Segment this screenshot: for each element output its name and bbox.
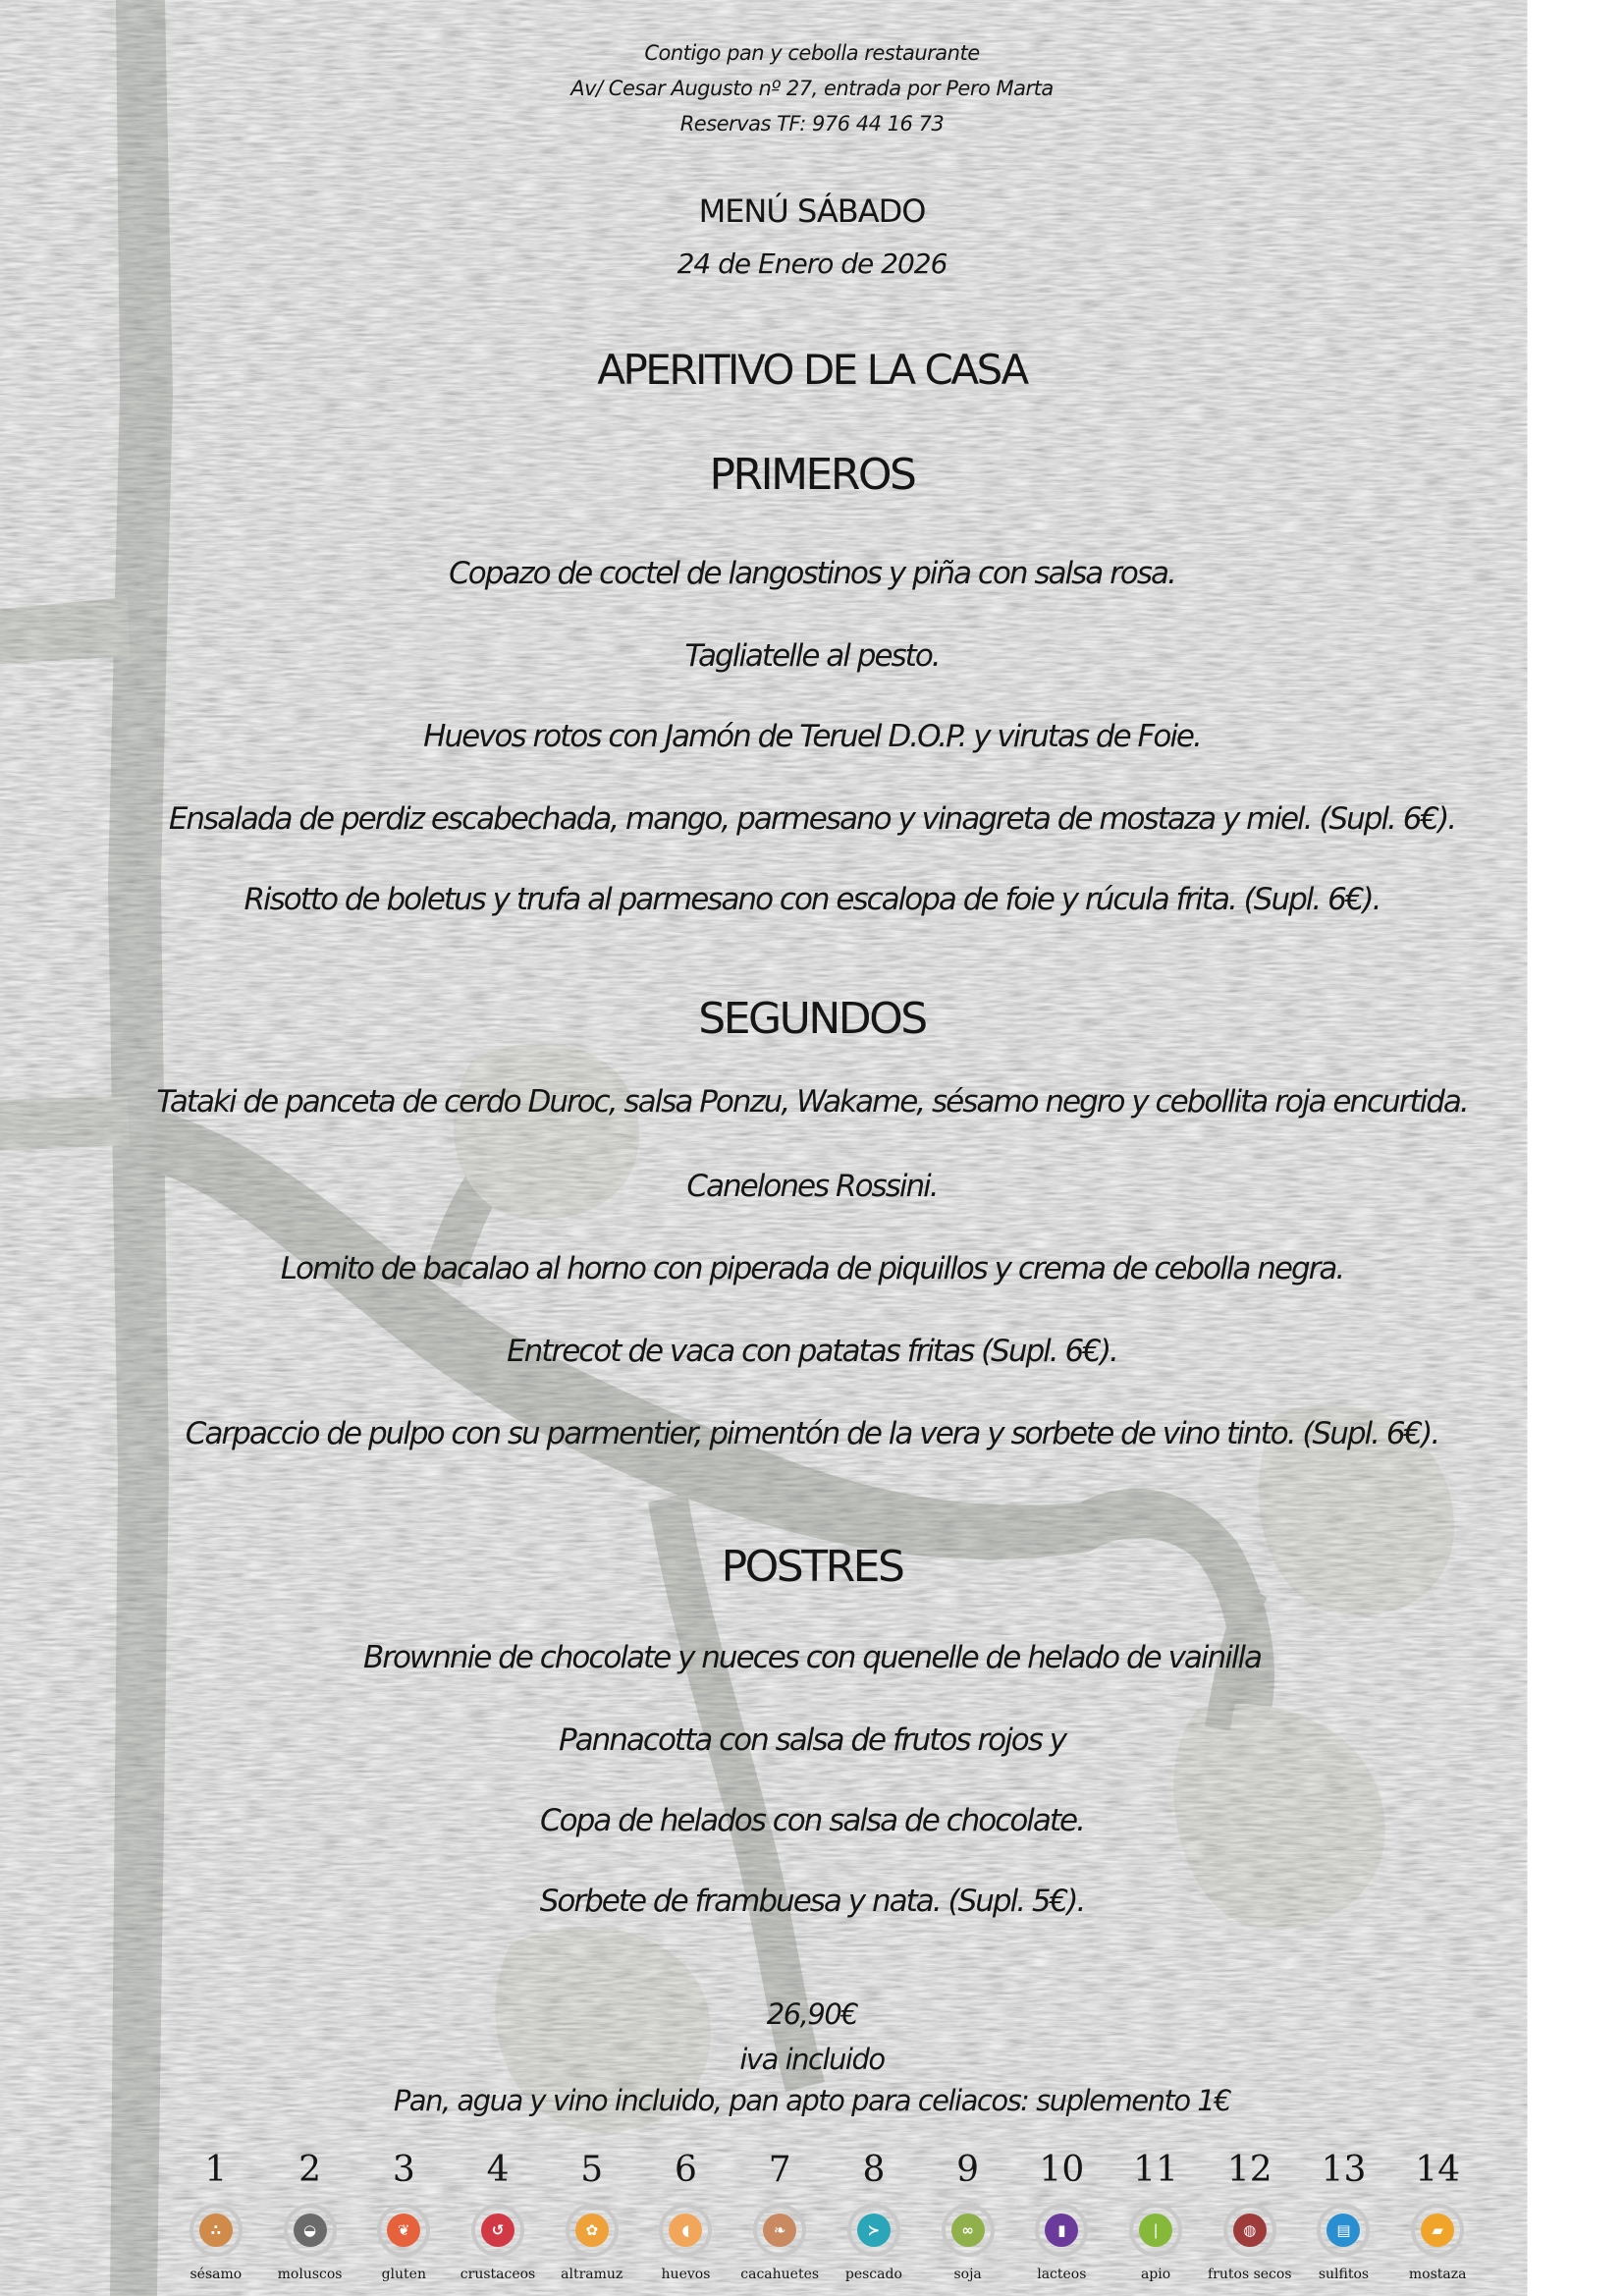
postres-dish: Brownnie de chocolate y nueces con quenelle de helado de vainilla: [362, 1640, 1262, 1675]
sulphite-icon: ▤: [1317, 2204, 1370, 2257]
mustard-icon: ▰: [1411, 2204, 1464, 2257]
egg-icon: ◖: [659, 2204, 712, 2257]
allergen-item: [1203, 2149, 1297, 2296]
primeros-dish: Copazo de coctel de langostinos y piña con salsa rosa.: [449, 556, 1175, 591]
menu-price: 26,90€: [766, 1997, 858, 2031]
allergen-legend: [169, 2149, 1485, 2296]
allergen-item: [1390, 2149, 1485, 2296]
allergen-item: [732, 2149, 827, 2296]
allergen-name: altramuz: [561, 2267, 623, 2282]
segundos-dish: Canelones Rossini.: [686, 1169, 938, 1204]
aperitivo-heading: APERITIVO DE LA CASA: [597, 346, 1027, 394]
postres-dish: Copa de helados con salsa de chocolate.: [540, 1803, 1084, 1838]
lupin-icon: ✿: [566, 2204, 619, 2257]
allergen-item: [545, 2149, 639, 2296]
shrimp-icon: ↺: [471, 2204, 524, 2257]
allergen-item: [1109, 2149, 1203, 2296]
allergen-number: 1: [204, 2150, 228, 2190]
allergen-name: crustaceos: [460, 2267, 536, 2282]
allergen-item: [827, 2149, 921, 2296]
soy-icon: ∞: [942, 2204, 995, 2257]
segundos-dish: Lomito de bacalao al horno con piperada de piquillos y crema de cebolla negra.: [280, 1251, 1344, 1286]
allergen-number: 4: [486, 2150, 510, 2190]
allergen-item: [451, 2149, 545, 2296]
segundos-dish: Tataki de panceta de cerdo Duroc, salsa Ponzu, Wakame, sésamo negro y cebollita roja encurtida.: [156, 1084, 1468, 1120]
primeros-dish: Ensalada de perdiz escabechada, mango, parmesano y vinagreta de mostaza y miel. (Supl. 6€).: [168, 801, 1456, 837]
menu-date: 24 de Enero de 2026: [677, 247, 947, 280]
allergen-name: huevos: [661, 2267, 711, 2282]
allergen-number: 12: [1226, 2150, 1272, 2190]
allergen-number: 14: [1415, 2150, 1461, 2190]
primeros-heading: PRIMEROS: [709, 450, 915, 500]
allergen-number: 2: [298, 2150, 322, 2190]
allergen-item: [1014, 2149, 1109, 2296]
allergen-number: 8: [862, 2150, 886, 2190]
allergen-name: soja: [953, 2267, 982, 2282]
primeros-dish: Risotto de boletus y trufa al parmesano con escalopa de foie y rúcula frita. (Supl. 6€).: [244, 882, 1380, 917]
allergen-number: 3: [392, 2150, 415, 2190]
allergen-item: [356, 2149, 451, 2296]
allergen-item: [639, 2149, 733, 2296]
allergen-name: frutos secos: [1208, 2267, 1292, 2282]
shell-icon: ◒: [284, 2204, 337, 2257]
allergen-name: gluten: [381, 2267, 426, 2282]
allergen-item: [1297, 2149, 1391, 2296]
allergen-name: apio: [1140, 2267, 1171, 2282]
nuts-icon: ◍: [1223, 2204, 1276, 2257]
allergen-name: sésamo: [189, 2267, 243, 2282]
allergen-name: mostaza: [1408, 2267, 1467, 2282]
allergen-name: sulfitos: [1318, 2267, 1370, 2282]
allergen-name: cacahuetes: [740, 2267, 820, 2282]
allergen-item: [921, 2149, 1015, 2296]
postres-heading: POSTRES: [721, 1542, 903, 1592]
postres-dish: Pannacotta con salsa de frutos rojos y: [558, 1722, 1066, 1758]
celery-icon: ❘: [1129, 2204, 1182, 2257]
allergen-name: moluscos: [277, 2267, 343, 2282]
allergen-number: 11: [1133, 2150, 1178, 2190]
allergen-number: 9: [956, 2150, 980, 2190]
reservation-phone: Reservas TF: 976 44 16 73: [679, 112, 945, 136]
fish-icon: ≻: [847, 2204, 900, 2257]
allergen-number: 6: [675, 2150, 697, 2190]
allergen-number: 7: [768, 2150, 791, 2190]
primeros-dish: Tagliatelle al pesto.: [684, 638, 940, 674]
segundos-heading: SEGUNDOS: [698, 994, 926, 1044]
restaurant-name: Contigo pan y cebolla restaurante: [644, 41, 980, 65]
allergen-item: [263, 2149, 357, 2296]
allergen-number: 10: [1039, 2150, 1085, 2190]
menu-title: MENÚ SÁBADO: [698, 192, 926, 230]
segundos-dish: Entrecot de vaca con patatas fritas (Supl. 6€).: [507, 1334, 1117, 1369]
restaurant-address: Av/ Cesar Augusto nº 27, entrada por Pero Marta: [570, 77, 1054, 100]
primeros-dish: Huevos rotos con Jamón de Teruel D.O.P. y virutas de Foie.: [423, 719, 1201, 754]
vat-note: iva incluido: [739, 2043, 885, 2076]
allergen-number: 13: [1321, 2150, 1367, 2190]
wheat-icon: ❦: [377, 2204, 430, 2257]
allergen-number: 5: [580, 2150, 604, 2190]
peanut-icon: ❧: [753, 2204, 806, 2257]
segundos-dish: Carpaccio de pulpo con su parmentier, pimentón de la vera y sorbete de vino tinto. (Supl. 6€).: [185, 1416, 1439, 1451]
sesame-icon: ∴: [189, 2204, 243, 2257]
bread-wine-note: Pan, agua y vino incluido, pan apto para celiacos: suplemento 1€: [393, 2084, 1231, 2117]
postres-dish: Sorbete de frambuesa y nata. (Supl. 5€).: [539, 1884, 1085, 1919]
milk-icon: ▮: [1035, 2204, 1088, 2257]
allergen-name: lacteos: [1037, 2267, 1087, 2282]
allergen-item: [169, 2149, 263, 2296]
allergen-name: pescado: [844, 2267, 902, 2282]
